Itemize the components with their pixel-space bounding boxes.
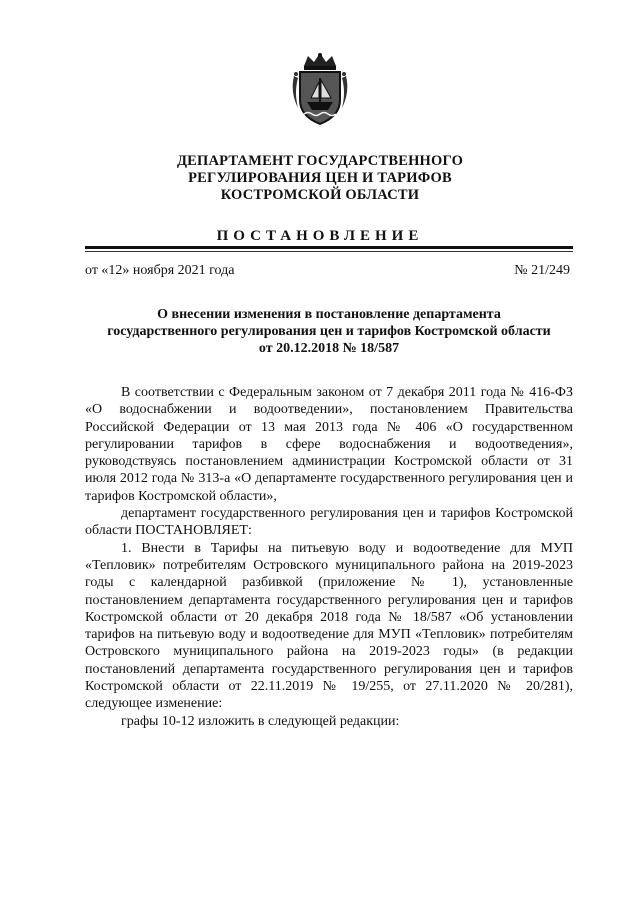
document-subject [85,306,573,357]
org-line: КОСТРОМСКОЙ ОБЛАСТИ [220,187,420,203]
body-paragraph-resolves: департамент государственного регулирования цен и тарифов Костромской области ПОСТАНОВЛЯЕТ: [85,506,573,539]
document-number: № 21/249 [514,263,570,278]
body-paragraph-columns: графы 10-12 изложить в следующей редакции: [121,713,400,729]
kostroma-coat-of-arms-icon [290,52,350,126]
body-paragraph-item-1: 1. Внести в Тарифы на питьевую воду и водоотведение для МУП «Тепловик» потребителям Островского муниципального района на 2019-2023 годы с календарной разбивкой (приложение № 1), установленные постановлением департамента государственного регулирования цен и тарифов Костромской области от 20 декабря 2018 года № 18/587 «Об установлении тарифов на питьевую воду и водоотведение для МУП «Тепловик» потребителям Островского муниципального района на 2019-2023 годы» (в редакции постановлений департамента государственного регулирования цен и тарифов Костромской области от 22.11.2019 № 19/255, от 27.11.2020 № 20/281), следующее изменение: [85,540,573,712]
subject-line: государственного регулирования цен и тарифов Костромской области [107,324,551,339]
body-paragraph-preamble: В соответствии с Федеральным законом от 7 декабря 2011 года № 416-ФЗ «О водоснабжении и водоотведении», постановлением Правительства Российской Федерации от 13 мая 2013 года № 406 «О государственном регулировании тарифов в сфере водоснабжения и водоотведения», руководствуясь постановлением администрации Костромской области от 31 июля 2012 года № 313-а «О департаменте государственного регулирования цен и тарифов Костромской области», [85,385,573,504]
organization-name [100,153,540,204]
document-type: ПОСТАНОВЛЕНИЕ [216,228,424,244]
subject-line: от 20.12.2018 № 18/587 [258,341,400,356]
org-line: РЕГУЛИРОВАНИЯ ЦЕН И ТАРИФОВ [188,170,452,186]
subject-line: О внесении изменения в постановление департамента [157,307,501,322]
header-divider-thin [85,251,573,252]
document-body [85,384,573,730]
document-date: от «12» ноября 2021 года [85,263,235,278]
org-line: ДЕПАРТАМЕНТ ГОСУДАРСТВЕННОГО [176,153,464,169]
header-divider-thick [85,246,573,249]
